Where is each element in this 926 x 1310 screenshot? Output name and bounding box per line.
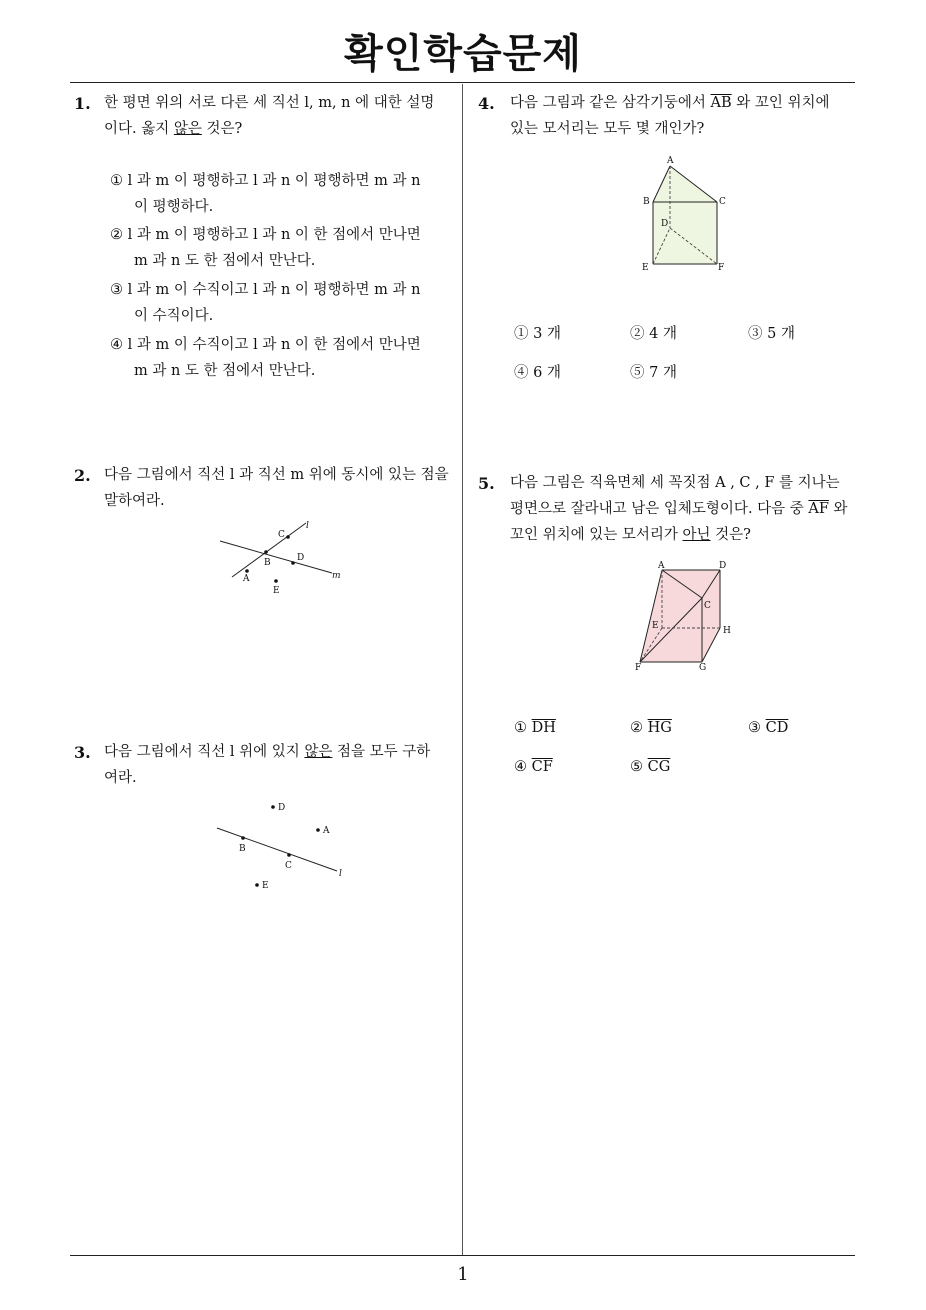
point-B: [264, 550, 268, 554]
label-A: A: [667, 156, 674, 166]
label-A: A: [243, 574, 250, 584]
label-A: A: [658, 561, 665, 571]
question-text-line1: 다음 그림에서 직선 l 위에 있지 않은 점을 모두 구하: [104, 744, 431, 760]
cut-cuboid-figure: [630, 560, 745, 675]
option-2a: ② l 과 m 이 평행하고 l 과 n 이 한 점에서 만나면: [110, 227, 421, 243]
choice-3: ③ $\overline{CD}$: [748, 720, 789, 736]
point-A: [316, 828, 320, 832]
question-text-line1: 다음 그림은 직육면체 세 꼭짓점 A , C , F 를 지나는: [510, 475, 840, 491]
label-C: C: [719, 197, 726, 207]
option-1a: ① l 과 m 이 평행하고 l 과 n 이 평행하면 m 과 n: [110, 173, 421, 189]
question-text-line2: 이다. 옳지 않은 것은?: [104, 121, 243, 137]
lines-figure-q2: [210, 515, 350, 600]
question-text-line2: 있는 모서리는 모두 몇 개인가?: [510, 121, 705, 137]
label-F: F: [718, 263, 725, 273]
question-text-line2: 말하여라.: [104, 493, 165, 509]
point-D: [291, 561, 295, 565]
label-E: E: [642, 263, 649, 273]
question-text-line1: 한 평면 위의 서로 다른 세 직선 l, m, n 에 대한 설명: [104, 95, 435, 111]
choice-2: ② $\overline{HG}$: [630, 720, 672, 736]
question-number: 1.: [74, 94, 91, 113]
question-text-line1: 다음 그림과 같은 삼각기둥에서 $\overline{AB}$ 와 꼬인 위치에: [510, 95, 830, 111]
label-F: F: [635, 663, 642, 673]
label-B: B: [643, 197, 650, 207]
label-A: A: [323, 826, 330, 836]
label-l: l: [339, 869, 342, 879]
option-4b: m 과 n 도 한 점에서 만난다.: [134, 363, 316, 379]
point-E: [255, 883, 259, 887]
question-number: 4.: [478, 94, 495, 113]
choice-1: ① 3 개: [514, 326, 561, 342]
option-3a: ③ l 과 m 이 수직이고 l 과 n 이 평행하면 m 과 n: [110, 282, 421, 298]
label-G: G: [699, 663, 707, 673]
question-text-line3: 꼬인 위치에 있는 모서리가 아닌 것은?: [510, 527, 751, 543]
label-H: H: [723, 626, 731, 636]
option-3b: 이 수직이다.: [134, 308, 214, 324]
page-title: 확인학습문제: [344, 31, 582, 77]
point-C: [287, 853, 291, 857]
label-C: C: [285, 861, 292, 871]
label-D: D: [661, 219, 669, 229]
triangular-prism-figure: [635, 152, 735, 277]
choice-5: ⑤ $\overline{CG}$: [630, 759, 671, 775]
label-C: C: [704, 601, 711, 611]
question-text-line2: 여라.: [104, 770, 137, 786]
line-figure-q3: [205, 795, 355, 895]
question-number: 3.: [74, 743, 91, 762]
point-E: [274, 579, 278, 583]
label-B: B: [264, 558, 271, 568]
label-E: E: [273, 586, 280, 596]
label-m: m: [332, 571, 341, 581]
option-4a: ④ l 과 m 이 수직이고 l 과 n 이 한 점에서 만나면: [110, 337, 421, 353]
question-text-line2: 평면으로 잘라내고 남은 입체도형이다. 다음 중 $\overline{AF}$ 와: [510, 501, 848, 517]
choice-1: ① $\overline{DH}$: [514, 720, 556, 736]
label-D: D: [278, 803, 286, 813]
question-text-line1: 다음 그림에서 직선 l 과 직선 m 위에 동시에 있는 점을: [104, 467, 449, 483]
label-B: B: [239, 844, 246, 854]
choice-5: ⑤ 7 개: [630, 365, 677, 381]
choice-2: ② 4 개: [630, 326, 677, 342]
label-D: D: [719, 561, 727, 571]
point-B: [241, 836, 245, 840]
point-D: [271, 805, 275, 809]
label-C: C: [278, 530, 285, 540]
point-C: [286, 535, 290, 539]
label-E: E: [652, 621, 659, 631]
line-m: [220, 541, 332, 573]
option-2b: m 과 n 도 한 점에서 만난다.: [134, 253, 316, 269]
question-number: 5.: [478, 474, 495, 493]
line-l: [232, 523, 306, 577]
option-1b: 이 평행하다.: [134, 199, 214, 215]
choice-4: ④ 6 개: [514, 365, 561, 381]
top-rule: [70, 82, 855, 83]
choice-4: ④ $\overline{CF}$: [514, 759, 553, 775]
bottom-rule: [70, 1255, 855, 1256]
label-E: E: [262, 881, 269, 891]
question-number: 2.: [74, 466, 91, 485]
column-divider: [462, 84, 463, 1256]
solid-fill: [640, 570, 720, 662]
line-l: [217, 828, 337, 871]
label-l: l: [306, 521, 309, 531]
page-number: 1: [457, 1264, 469, 1285]
label-D: D: [297, 553, 305, 563]
choice-3: ③ 5 개: [748, 326, 795, 342]
point-A: [245, 569, 249, 573]
